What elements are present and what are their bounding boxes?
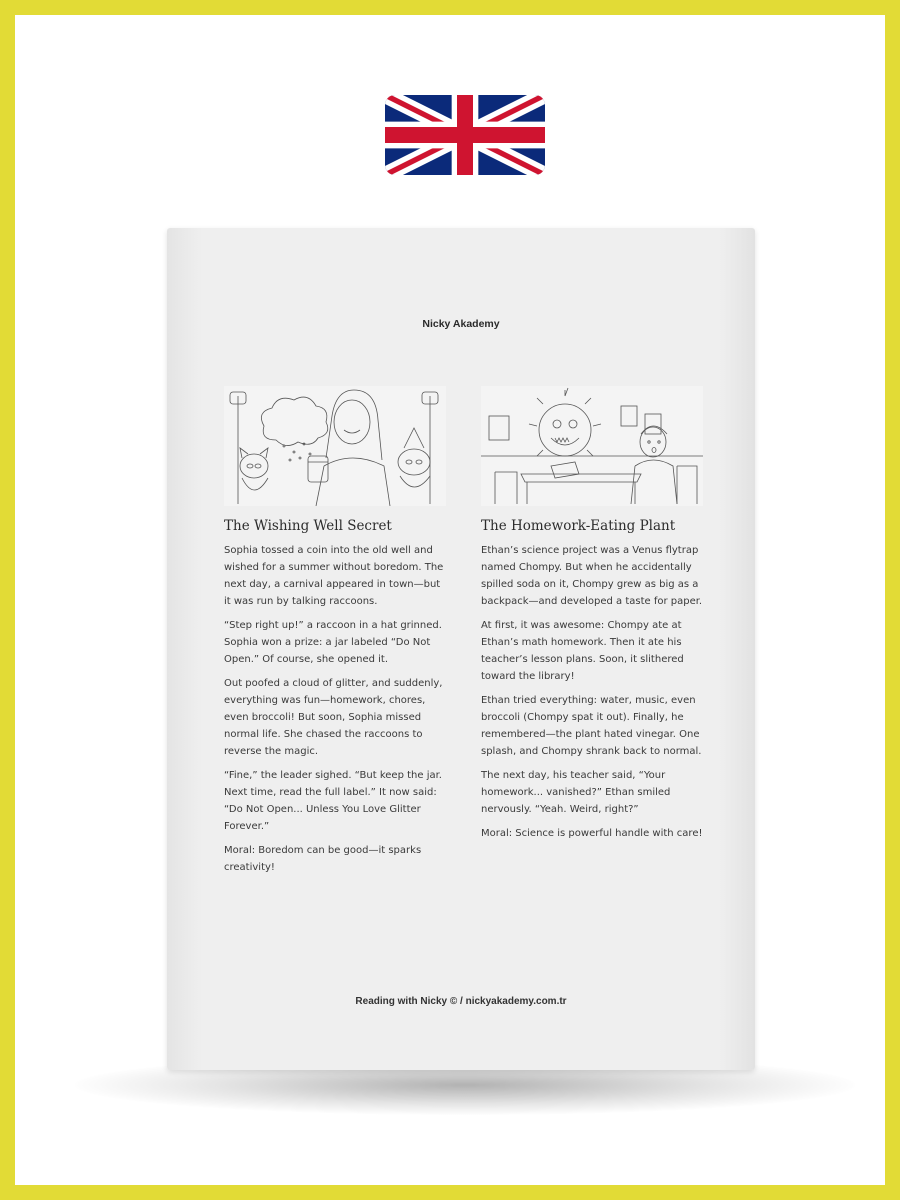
story-paragraph: The next day, his teacher said, “Your homework... vanished?” Ethan smiled nervously. “Yeah. Weird, right?”	[481, 770, 671, 815]
story-moral: Moral: Boredom can be good—it sparks creativity!	[224, 845, 422, 873]
story-column-2	[481, 386, 705, 849]
story-moral: Moral: Science is powerful handle with care!	[481, 828, 703, 839]
footer-credit: Reading with Nicky © / nickyakademy.com.tr	[355, 996, 567, 1007]
booklet-page	[167, 228, 755, 1070]
story-paragraph: “Step right up!” a raccoon in a hat grinned. Sophia won a prize: a jar labeled “Do Not Open.” Of course, she opened it.	[224, 620, 442, 665]
brand-header: Nicky Akademy	[422, 318, 500, 330]
story-column-1	[224, 386, 448, 883]
boy-with-plant-monster-illustration	[481, 386, 703, 506]
story-title: The Homework-Eating Plant	[481, 518, 676, 534]
story-paragraph: At first, it was awesome: Chompy ate at Ethan’s math homework. Then it ate his teacher’s lesson plans. Soon, it slithered toward the library!	[481, 620, 684, 682]
story-paragraph: Out poofed a cloud of glitter, and suddenly, everything was fun—homework, chores, even broccoli! But soon, Sophia missed normal life. She chased the raccoons to reverse the magic.	[224, 678, 443, 757]
story-title: The Wishing Well Secret	[224, 518, 392, 534]
uk-flag-icon	[385, 95, 545, 175]
girl-with-raccoons-illustration	[224, 386, 446, 506]
story-paragraph: Ethan’s science project was a Venus flytrap named Chompy. But when he accidentally spilled soda on it, Chompy grew as big as a backpack—and developed a taste for paper.	[481, 545, 703, 607]
story-paragraph: Ethan tried everything: water, music, even broccoli (Chompy spat it out). Finally, he remembered—the plant hated vinegar. One splash, and Chompy shrank back to normal.	[481, 695, 702, 757]
story-paragraph: Sophia tossed a coin into the old well and wished for a summer without boredom. The next day, a carnival appeared in town—but it was run by talking raccoons.	[224, 545, 444, 607]
story-paragraph: “Fine,” the leader sighed. “But keep the jar. Next time, read the full label.” It now said: “Do Not Open... Unless You Love Glitter Forever.”	[224, 770, 442, 832]
